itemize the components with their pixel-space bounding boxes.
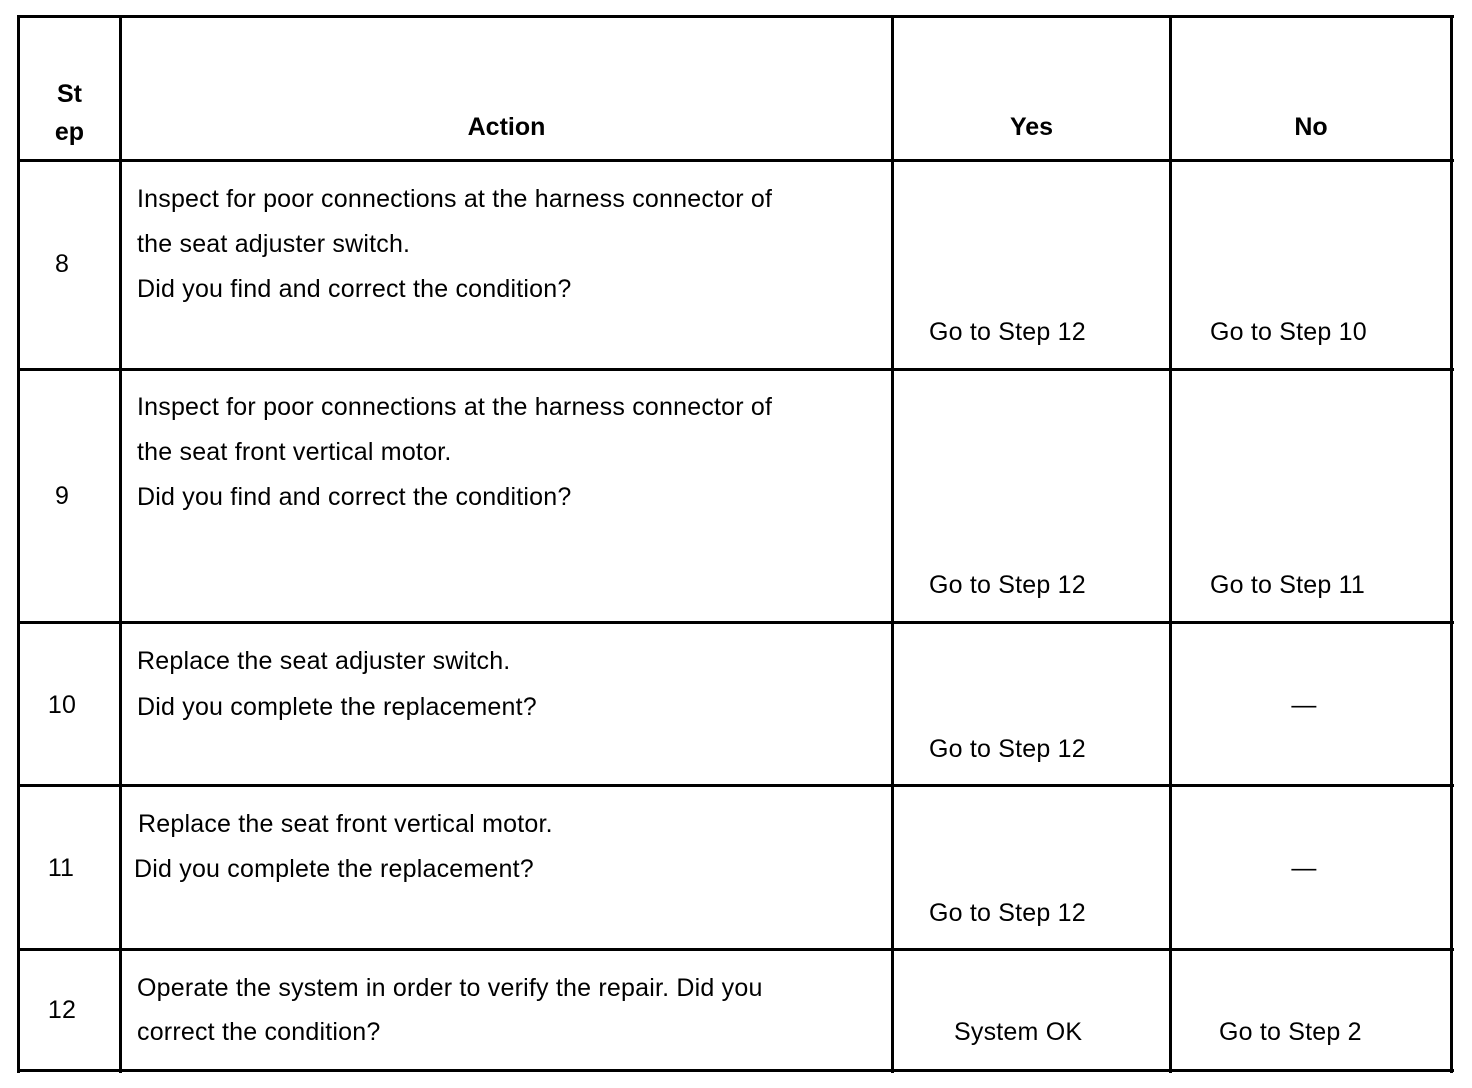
header-no: No xyxy=(1294,113,1328,141)
action-line: Did you complete the replacement? xyxy=(134,855,534,883)
step-number: 8 xyxy=(54,250,70,278)
column-divider xyxy=(891,15,894,1073)
yes-result: Go to Step 12 xyxy=(929,571,1086,599)
action-line: the seat front vertical motor. xyxy=(137,438,452,466)
header-step-line: ep xyxy=(54,118,85,146)
row-divider xyxy=(18,621,1454,624)
action-line: Inspect for poor connections at the harness connector of xyxy=(137,393,773,421)
row-divider xyxy=(18,368,1454,371)
table-border-left xyxy=(17,15,20,1073)
action-line: the seat adjuster switch. xyxy=(137,230,411,258)
step-number: 10 xyxy=(47,691,77,719)
header-step xyxy=(20,75,119,151)
action-line: Did you find and correct the condition? xyxy=(137,483,572,511)
column-divider xyxy=(1169,15,1172,1073)
no-result: — xyxy=(1291,691,1317,719)
action-text xyxy=(134,802,553,892)
row-divider xyxy=(18,784,1454,787)
table-border-right xyxy=(1450,15,1453,1073)
action-line: Replace the seat front vertical motor. xyxy=(138,810,553,838)
header-divider xyxy=(18,159,1454,162)
no-result: Go to Step 10 xyxy=(1210,318,1367,346)
step-number: 9 xyxy=(54,482,70,510)
header-yes: Yes xyxy=(1009,113,1054,141)
no-result: Go to Step 11 xyxy=(1210,571,1366,599)
step-number: 11 xyxy=(47,854,75,882)
no-result: Go to Step 2 xyxy=(1219,1018,1362,1046)
no-result: — xyxy=(1291,854,1317,882)
action-text xyxy=(137,638,537,730)
table-border-bottom xyxy=(18,1069,1454,1072)
action-line: Did you find and correct the condition? xyxy=(137,275,572,303)
column-divider xyxy=(119,15,122,1073)
action-text xyxy=(137,966,763,1054)
action-line: Replace the seat adjuster switch. xyxy=(137,647,511,675)
yes-result: Go to Step 12 xyxy=(929,735,1086,763)
yes-result: System OK xyxy=(954,1018,1083,1046)
action-line: Operate the system in order to verify the repair. Did you xyxy=(137,974,763,1002)
action-line: Did you complete the replacement? xyxy=(137,693,537,721)
table-border-top xyxy=(18,15,1454,18)
row-divider xyxy=(18,948,1454,951)
action-line: correct the condition? xyxy=(137,1018,381,1046)
yes-result: Go to Step 12 xyxy=(929,318,1086,346)
step-number: 12 xyxy=(47,996,77,1024)
action-text xyxy=(137,177,772,312)
action-text xyxy=(137,385,772,520)
header-step-line: St xyxy=(57,80,82,108)
header-action: Action xyxy=(467,113,546,141)
yes-result: Go to Step 12 xyxy=(929,899,1086,927)
action-line: Inspect for poor connections at the harness connector of xyxy=(137,185,773,213)
